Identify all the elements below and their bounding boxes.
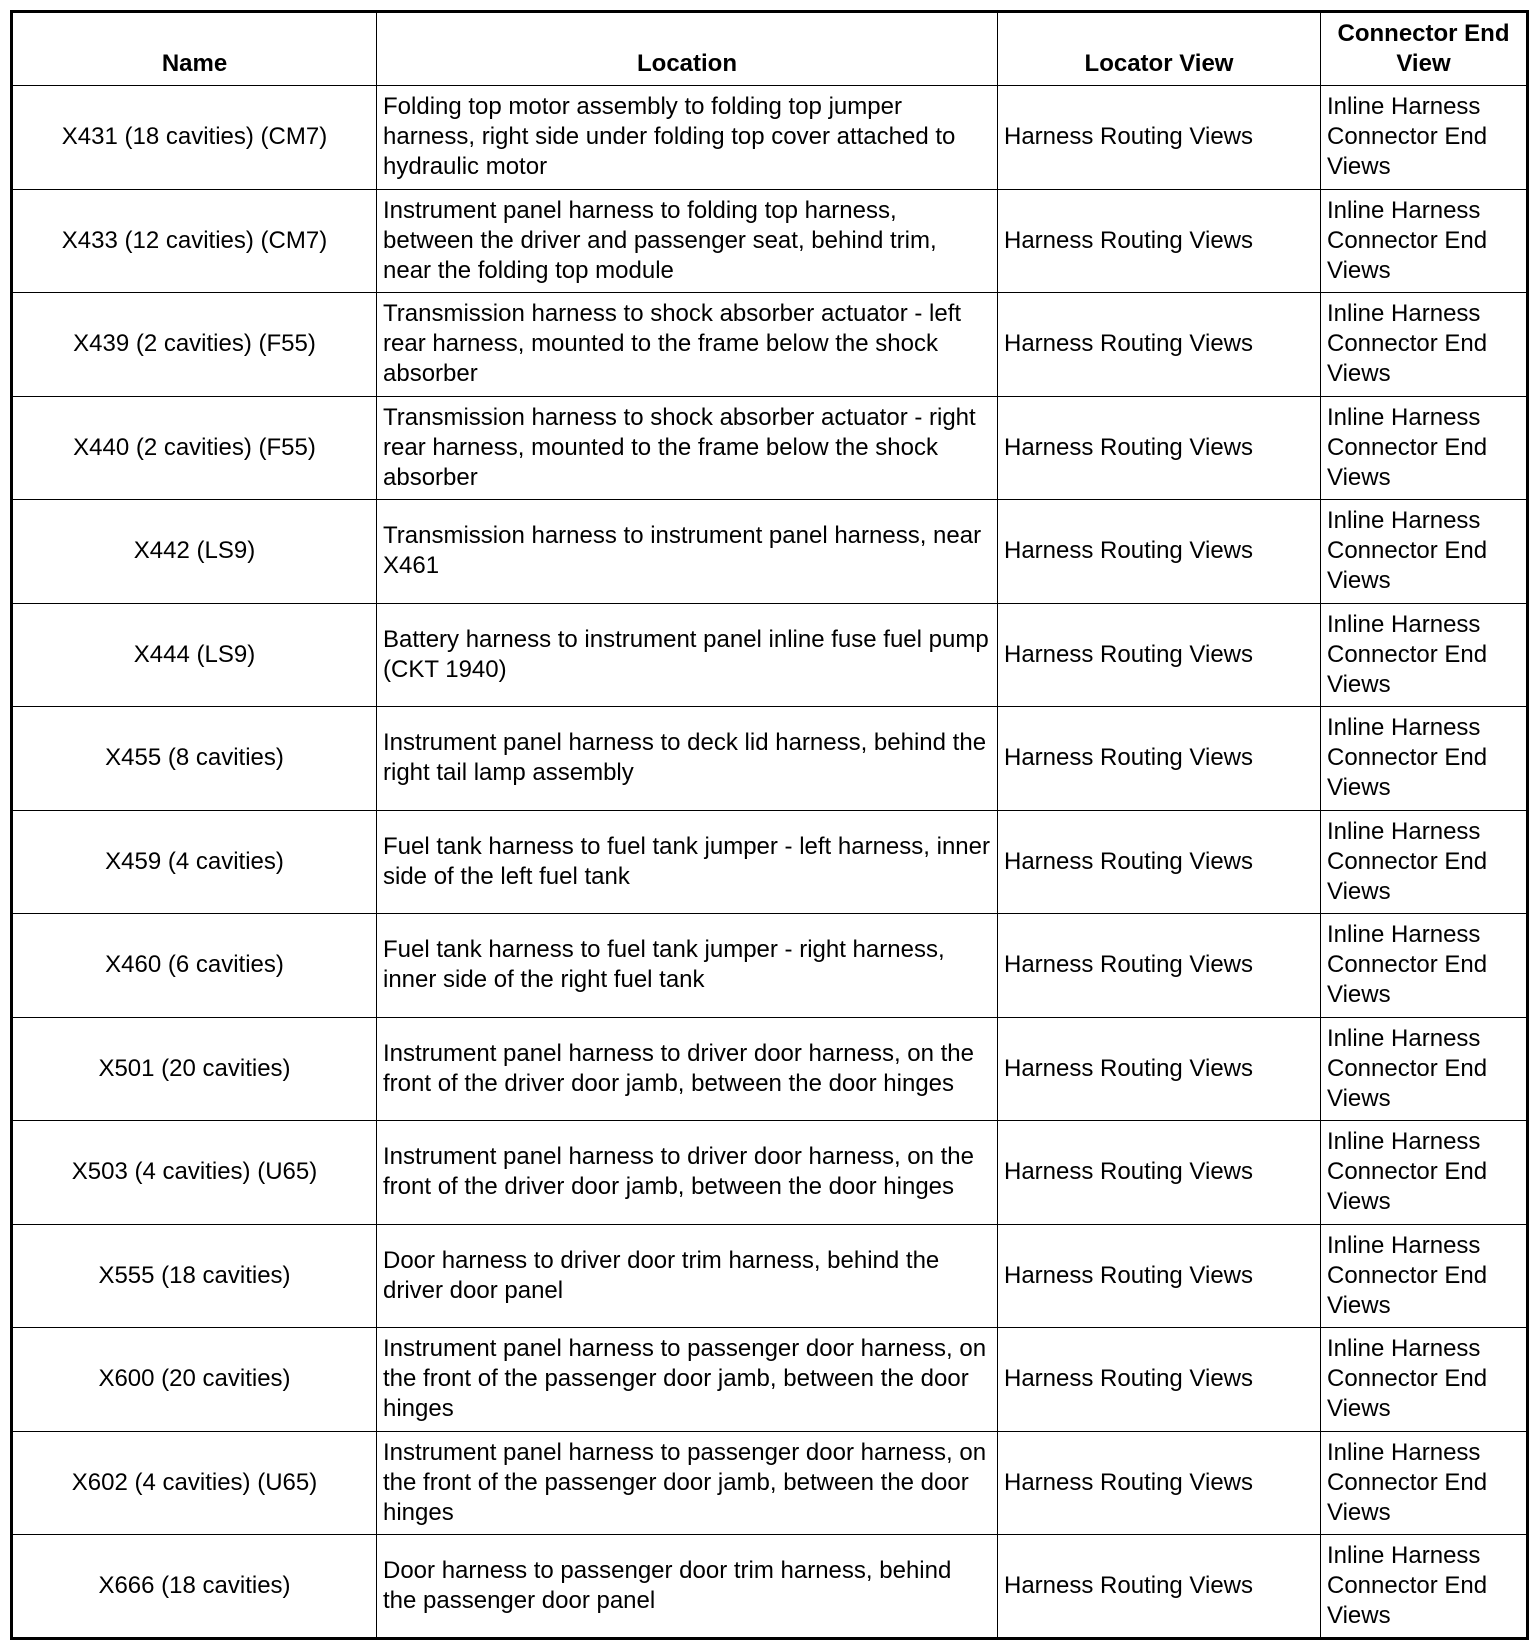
cell-name: X442 (LS9) — [12, 500, 377, 604]
table-row — [12, 707, 1528, 811]
header-connector-end-view: Connector End View — [1321, 12, 1528, 86]
cell-connector-end-view: Inline Harness Connector End Views — [1321, 500, 1528, 604]
cell-name: X602 (4 cavities) (U65) — [12, 1431, 377, 1535]
cell-name: X431 (18 cavities) (CM7) — [12, 86, 377, 190]
cell-locator-view: Harness Routing Views — [998, 1431, 1321, 1535]
table-row — [12, 1121, 1528, 1225]
cell-name: X460 (6 cavities) — [12, 914, 377, 1018]
cell-location: Fuel tank harness to fuel tank jumper - left harness, inner side of the left fuel tank — [377, 810, 998, 914]
cell-location: Door harness to driver door trim harness, behind the driver door panel — [377, 1224, 998, 1328]
cell-connector-end-view: Inline Harness Connector End Views — [1321, 1535, 1528, 1639]
cell-name: X555 (18 cavities) — [12, 1224, 377, 1328]
table-body — [12, 86, 1528, 1639]
header-name: Name — [12, 12, 377, 86]
table-row — [12, 1224, 1528, 1328]
table-row — [12, 86, 1528, 190]
table-row — [12, 914, 1528, 1018]
cell-connector-end-view: Inline Harness Connector End Views — [1321, 707, 1528, 811]
cell-locator-view: Harness Routing Views — [998, 914, 1321, 1018]
cell-locator-view: Harness Routing Views — [998, 1121, 1321, 1225]
cell-connector-end-view: Inline Harness Connector End Views — [1321, 810, 1528, 914]
cell-locator-view: Harness Routing Views — [998, 707, 1321, 811]
cell-connector-end-view: Inline Harness Connector End Views — [1321, 1431, 1528, 1535]
cell-location: Instrument panel harness to passenger door harness, on the front of the passenger door jamb, between the door hinges — [377, 1328, 998, 1432]
cell-location: Transmission harness to instrument panel harness, near X461 — [377, 500, 998, 604]
cell-connector-end-view: Inline Harness Connector End Views — [1321, 189, 1528, 293]
cell-location: Instrument panel harness to folding top harness, between the driver and passenger seat, behind trim, near the folding top module — [377, 189, 998, 293]
cell-location: Fuel tank harness to fuel tank jumper - right harness, inner side of the right fuel tank — [377, 914, 998, 1018]
table-row — [12, 1017, 1528, 1121]
table-row — [12, 810, 1528, 914]
cell-locator-view: Harness Routing Views — [998, 1535, 1321, 1639]
cell-connector-end-view: Inline Harness Connector End Views — [1321, 1121, 1528, 1225]
cell-connector-end-view: Inline Harness Connector End Views — [1321, 1017, 1528, 1121]
cell-name: X459 (4 cavities) — [12, 810, 377, 914]
cell-location: Instrument panel harness to deck lid harness, behind the right tail lamp assembly — [377, 707, 998, 811]
cell-name: X501 (20 cavities) — [12, 1017, 377, 1121]
cell-locator-view: Harness Routing Views — [998, 500, 1321, 604]
header-location: Location — [377, 12, 998, 86]
cell-locator-view: Harness Routing Views — [998, 1328, 1321, 1432]
table-row — [12, 293, 1528, 397]
table-row — [12, 1431, 1528, 1535]
table-row — [12, 500, 1528, 604]
cell-connector-end-view: Inline Harness Connector End Views — [1321, 603, 1528, 707]
cell-location: Transmission harness to shock absorber actuator - right rear harness, mounted to the frame below the shock absorber — [377, 396, 998, 500]
cell-locator-view: Harness Routing Views — [998, 810, 1321, 914]
cell-locator-view: Harness Routing Views — [998, 1224, 1321, 1328]
cell-locator-view: Harness Routing Views — [998, 189, 1321, 293]
cell-connector-end-view: Inline Harness Connector End Views — [1321, 293, 1528, 397]
cell-name: X600 (20 cavities) — [12, 1328, 377, 1432]
cell-locator-view: Harness Routing Views — [998, 396, 1321, 500]
cell-name: X433 (12 cavities) (CM7) — [12, 189, 377, 293]
cell-connector-end-view: Inline Harness Connector End Views — [1321, 396, 1528, 500]
header-row — [12, 12, 1528, 86]
cell-location: Battery harness to instrument panel inline fuse fuel pump (CKT 1940) — [377, 603, 998, 707]
cell-connector-end-view: Inline Harness Connector End Views — [1321, 1328, 1528, 1432]
cell-location: Door harness to passenger door trim harness, behind the passenger door panel — [377, 1535, 998, 1639]
cell-locator-view: Harness Routing Views — [998, 86, 1321, 190]
table-row — [12, 396, 1528, 500]
cell-name: X440 (2 cavities) (F55) — [12, 396, 377, 500]
table-row — [12, 1535, 1528, 1639]
cell-location: Instrument panel harness to driver door harness, on the front of the driver door jamb, between the door hinges — [377, 1017, 998, 1121]
cell-location: Instrument panel harness to passenger door harness, on the front of the passenger door jamb, between the door hinges — [377, 1431, 998, 1535]
cell-name: X455 (8 cavities) — [12, 707, 377, 811]
cell-locator-view: Harness Routing Views — [998, 293, 1321, 397]
cell-name: X503 (4 cavities) (U65) — [12, 1121, 377, 1225]
cell-locator-view: Harness Routing Views — [998, 1017, 1321, 1121]
cell-locator-view: Harness Routing Views — [998, 603, 1321, 707]
cell-connector-end-view: Inline Harness Connector End Views — [1321, 914, 1528, 1018]
connector-table — [10, 10, 1529, 1640]
table-row — [12, 189, 1528, 293]
table-header — [12, 12, 1528, 86]
cell-name: X439 (2 cavities) (F55) — [12, 293, 377, 397]
header-locator-view: Locator View — [998, 12, 1321, 86]
cell-name: X444 (LS9) — [12, 603, 377, 707]
table-row — [12, 603, 1528, 707]
cell-location: Transmission harness to shock absorber actuator - left rear harness, mounted to the frame below the shock absorber — [377, 293, 998, 397]
cell-location: Instrument panel harness to driver door harness, on the front of the driver door jamb, between the door hinges — [377, 1121, 998, 1225]
cell-connector-end-view: Inline Harness Connector End Views — [1321, 86, 1528, 190]
cell-connector-end-view: Inline Harness Connector End Views — [1321, 1224, 1528, 1328]
cell-location: Folding top motor assembly to folding top jumper harness, right side under folding top cover attached to hydraulic motor — [377, 86, 998, 190]
cell-name: X666 (18 cavities) — [12, 1535, 377, 1639]
table-row — [12, 1328, 1528, 1432]
